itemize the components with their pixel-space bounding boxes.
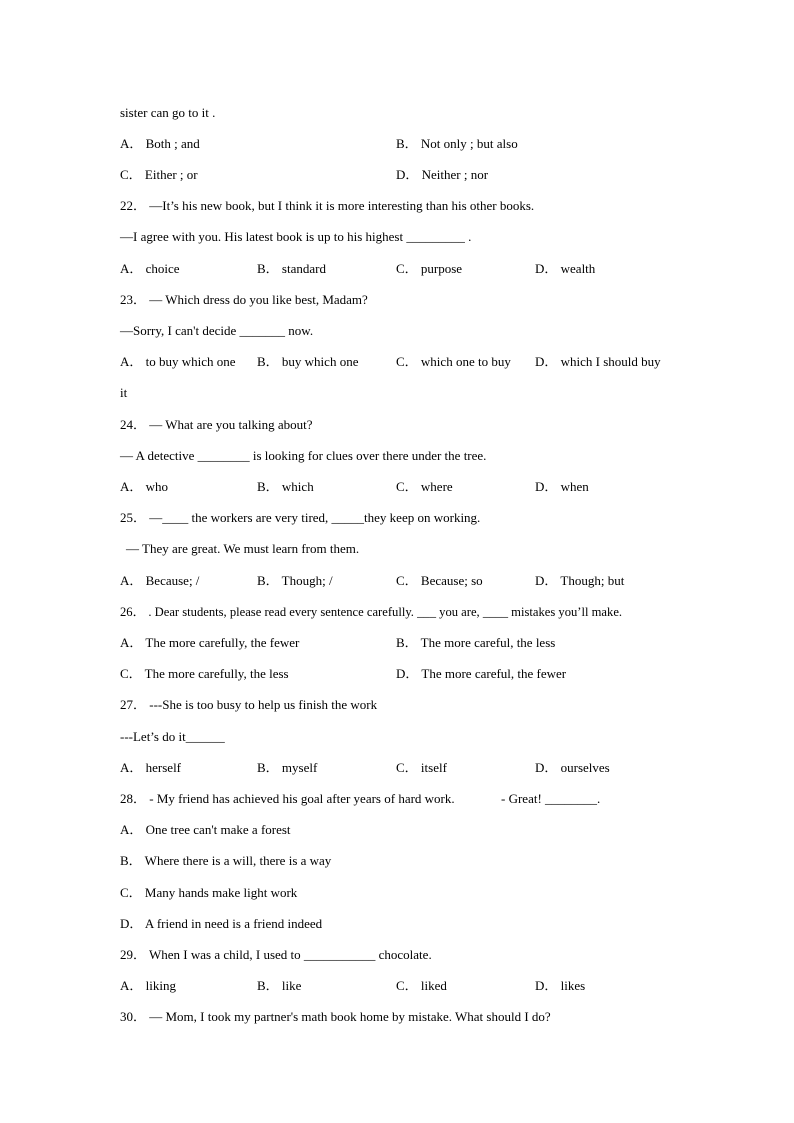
question-23-stem: 23． — Which dress do you like best, Madam?: [120, 292, 368, 307]
q23-option-c: C． which one to buy: [396, 354, 511, 369]
q26-option-c: C． The more carefully, the less: [120, 666, 289, 681]
q24-option-c: C． where: [396, 479, 453, 494]
q26-option-d: D． The more careful, the fewer: [396, 666, 567, 681]
q26-option-a: A． The more carefully, the fewer: [120, 635, 300, 650]
q29-option-b: B． like: [257, 978, 302, 993]
question-28-reply: - Great! ________.: [501, 791, 601, 806]
question-24-reply: — A detective ________ is looking for clues over there under the tree.: [120, 448, 487, 463]
q22-option-b: B． standard: [257, 261, 326, 276]
question-24-stem: 24． — What are you talking about?: [120, 417, 313, 432]
q28-option-b: B． Where there is a will, there is a way: [120, 853, 332, 868]
question-27-stem: 27． ---She is too busy to help us finish the work: [120, 697, 378, 712]
question-30-stem: 30． — Mom, I took my partner's math book home by mistake. What should I do?: [120, 1009, 551, 1024]
q21-option-a: A． Both ; and: [120, 136, 200, 151]
q24-option-b: B． which: [257, 479, 314, 494]
question-22-reply: —I agree with you. His latest book is up to his highest _________ .: [120, 229, 472, 244]
q21-option-b: B． Not only ; but also: [396, 136, 518, 151]
q29-option-c: C． liked: [396, 978, 447, 993]
question-22-stem: 22． —It’s his new book, but I think it is more interesting than his other books.: [120, 198, 535, 213]
q27-option-d: D． ourselves: [535, 760, 610, 775]
q22-option-c: C． purpose: [396, 261, 463, 276]
q25-option-c: C． Because; so: [396, 573, 483, 588]
q28-option-c: C． Many hands make light work: [120, 885, 298, 900]
question-25-reply: — They are great. We must learn from them.: [126, 541, 360, 556]
q27-option-a: A． herself: [120, 760, 182, 775]
q23-option-d-continued: it: [120, 385, 128, 400]
q21-option-c: C． Either ; or: [120, 167, 198, 182]
q25-option-b: B． Though; /: [257, 573, 333, 588]
q28-option-a: A． One tree can't make a forest: [120, 822, 291, 837]
q23-option-a: A． to buy which one: [120, 354, 236, 369]
q26-option-b: B． The more careful, the less: [396, 635, 556, 650]
q22-option-d: D． wealth: [535, 261, 596, 276]
q28-option-d: D． A friend in need is a friend indeed: [120, 916, 323, 931]
question-27-reply: ---Let’s do it______: [120, 729, 225, 744]
question-25-stem: 25． —____ the workers are very tired, _____they keep on working.: [120, 510, 481, 525]
question-21-stem-end: sister can go to it .: [120, 105, 216, 120]
question-28-stem: 28． - My friend has achieved his goal after years of hard work.: [120, 791, 455, 806]
q24-option-d: D． when: [535, 479, 589, 494]
q29-option-d: D． likes: [535, 978, 586, 993]
q25-option-d: D． Though; but: [535, 573, 625, 588]
question-26-stem: 26． . Dear students, please read every sentence carefully. ___ you are, ____ mistakes you’ll make.: [120, 605, 623, 619]
q27-option-b: B． myself: [257, 760, 318, 775]
q23-option-b: B． buy which one: [257, 354, 359, 369]
q21-option-d: D． Neither ; nor: [396, 167, 489, 182]
q27-option-c: C． itself: [396, 760, 447, 775]
q23-option-d: D． which I should buy: [535, 354, 661, 369]
question-23-reply: —Sorry, I can't decide _______ now.: [120, 323, 314, 338]
q25-option-a: A． Because; /: [120, 573, 200, 588]
q29-option-a: A． liking: [120, 978, 176, 993]
question-29-stem: 29． When I was a child, I used to ___________ chocolate.: [120, 947, 432, 962]
q24-option-a: A． who: [120, 479, 169, 494]
q22-option-a: A． choice: [120, 261, 180, 276]
